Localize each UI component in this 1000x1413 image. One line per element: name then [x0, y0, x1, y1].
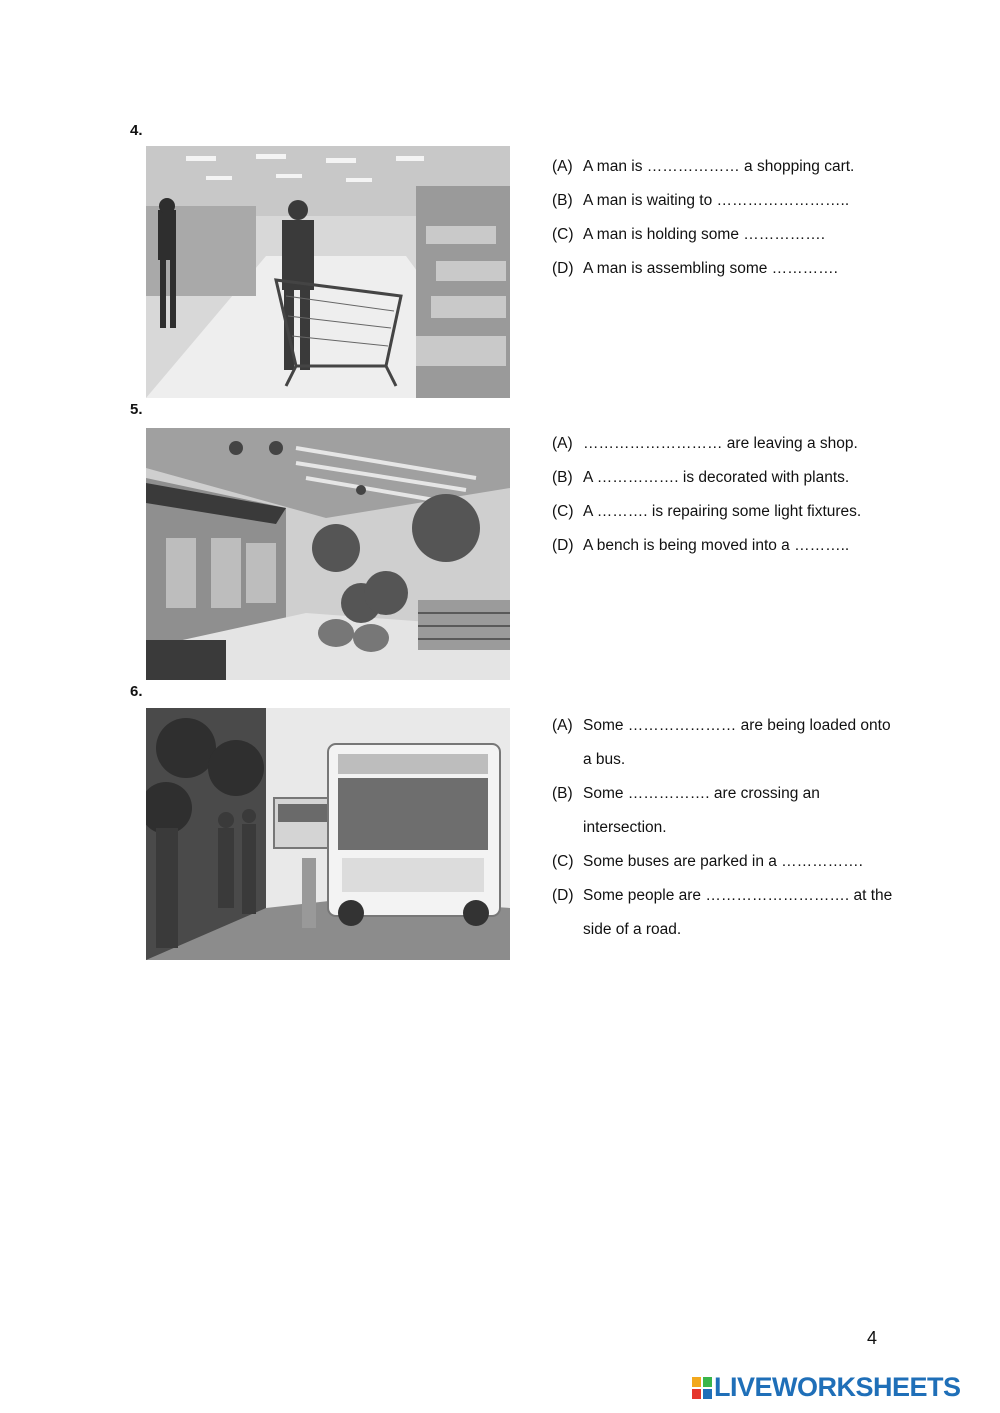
store-aisle-photo [146, 146, 510, 398]
question-4-options [552, 150, 897, 286]
question-5-options [552, 427, 897, 563]
option-letter: (A) [552, 435, 573, 452]
option-text: A man is assembling some …………. [583, 260, 838, 277]
option-text: Some buses are parked in a ……………. [583, 853, 863, 870]
liveworksheets-logo-icon [692, 1377, 712, 1399]
option-b [552, 184, 897, 218]
option-text: A bench is being moved into a ……….. [583, 537, 850, 554]
option-text: ……………………… are leaving a shop. [583, 435, 858, 452]
page-number: 4 [867, 1328, 878, 1348]
option-a [552, 709, 897, 777]
option-letter: (B) [552, 469, 573, 486]
option-letter: (D) [552, 537, 574, 554]
option-text: A man is holding some ……………. [583, 226, 826, 243]
option-letter: (D) [552, 260, 574, 277]
option-text: A ……………. is decorated with plants. [583, 469, 850, 486]
option-a [552, 427, 897, 461]
option-text: Some ……………. are crossing an intersection. [583, 785, 820, 836]
option-c [552, 495, 897, 529]
option-d [552, 252, 897, 286]
footer-brand[interactable] [692, 1372, 961, 1403]
option-letter: (D) [552, 887, 574, 904]
option-text: A man is waiting to …………………….. [583, 192, 850, 209]
brand-name: LIVEWORKSHEETS [714, 1372, 961, 1402]
option-c [552, 218, 897, 252]
bus-street-photo [146, 708, 510, 960]
option-c [552, 845, 897, 879]
option-text: A man is ……………… a shopping cart. [583, 158, 855, 175]
option-text: Some people are ………………………. at the side of a road. [583, 887, 893, 938]
option-letter: (C) [552, 503, 574, 520]
option-text: A ………. is repairing some light fixtures. [583, 503, 862, 520]
question-number-5: 5. [130, 401, 143, 418]
option-letter: (A) [552, 717, 573, 734]
option-b [552, 777, 897, 845]
mall-corridor-photo [146, 428, 510, 680]
option-a [552, 150, 897, 184]
option-d [552, 879, 897, 947]
option-letter: (B) [552, 192, 573, 209]
option-letter: (C) [552, 853, 574, 870]
option-d [552, 529, 897, 563]
option-letter: (C) [552, 226, 574, 243]
question-number-4: 4. [130, 122, 143, 139]
option-letter: (A) [552, 158, 573, 175]
option-b [552, 461, 897, 495]
question-number-6: 6. [130, 683, 143, 700]
question-6-options [552, 709, 897, 947]
option-text: Some ………………… are being loaded onto a bus. [583, 717, 891, 768]
option-letter: (B) [552, 785, 573, 802]
